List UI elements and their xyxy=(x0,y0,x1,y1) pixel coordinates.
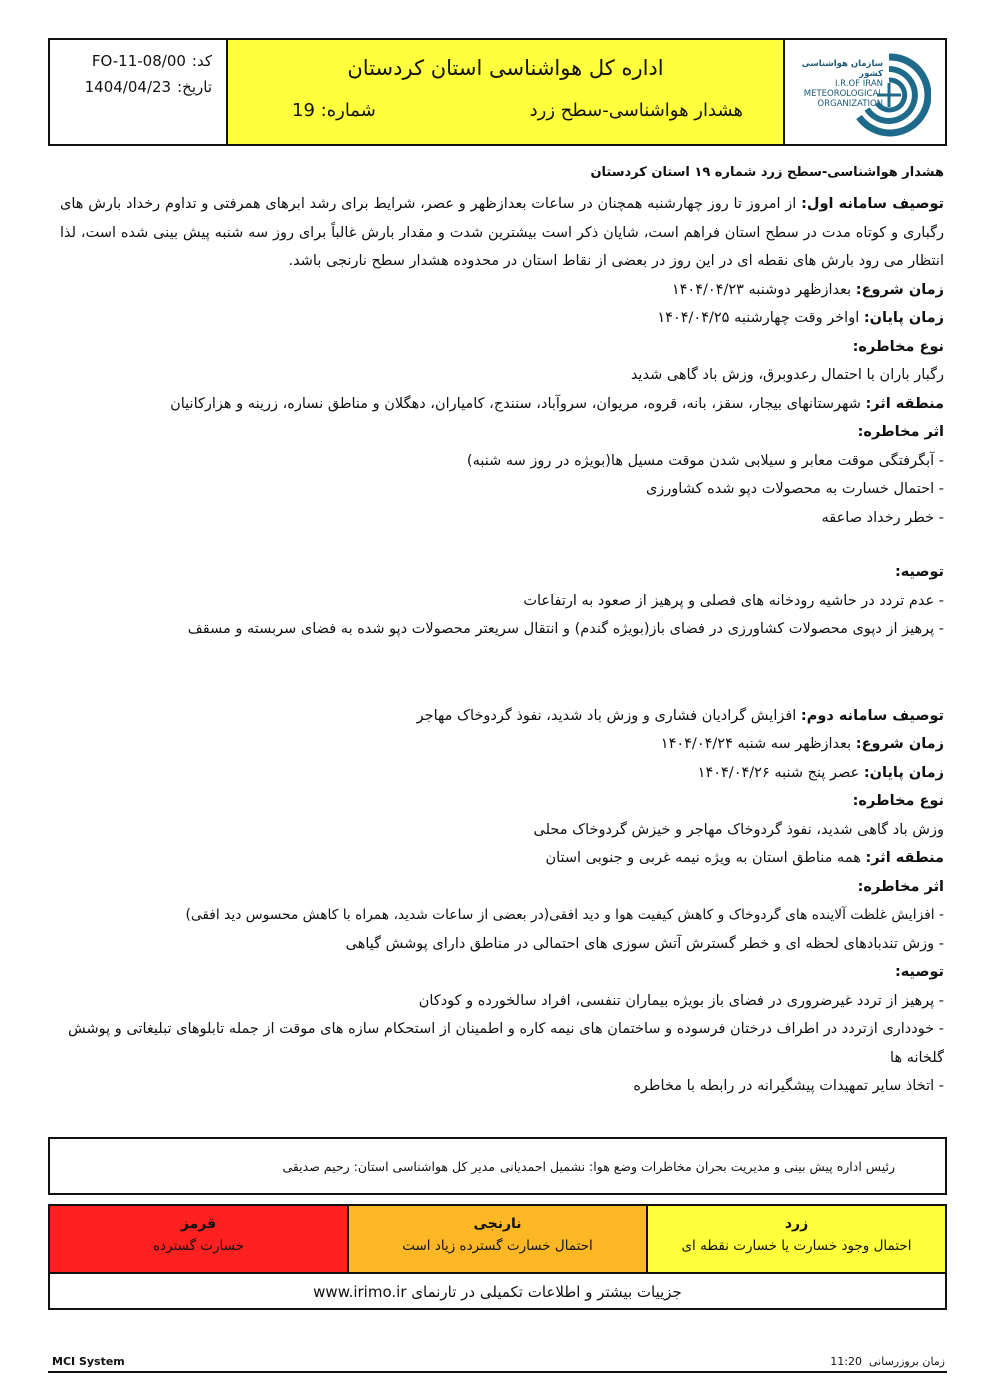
spiral-logo-icon xyxy=(847,53,931,137)
warning-level-title: هشدار هواشناسی-سطح زرد xyxy=(529,100,743,121)
logo-text-1: I.R.OF IRAN xyxy=(834,79,883,89)
system1-advice-item: - پرهیز از دپوی محصولات کشاورزی در فضای باز(بویژه گندم) و انتقال سریعتر محصولات دپو شده به فضای سربسته و مسقف xyxy=(187,621,944,637)
system2-advice-label: توصیه: xyxy=(894,964,944,980)
system1-advice-item: - عدم تردد در حاشیه رودخانه های فصلی و پرهیز از صعود به ارتفاعات xyxy=(523,592,944,609)
system1-area-label: منطقه اثر: xyxy=(865,395,944,412)
system2-area-label: منطقه اثر: xyxy=(865,850,944,866)
system1-desc-label: توصیف سامانه اول: xyxy=(801,196,944,212)
logo-cell xyxy=(785,40,945,144)
signatures-box xyxy=(48,1137,947,1195)
level-orange xyxy=(349,1206,648,1272)
update-time-value: 11:20 xyxy=(830,1355,862,1368)
code-date-cell xyxy=(50,40,228,144)
website-note[interactable]: جزییات بیشتر و اطلاعات تکمیلی در تارنمای www.irimo.ir xyxy=(313,1283,682,1301)
level-red xyxy=(50,1206,349,1272)
system1-desc-text: از امروز تا روز چهارشنبه همچنان در ساعات بعدازظهر و عصر، شرایط برای رشد ابرهای همرفتی و تداوم رخداد بارش های رگباری و کوتاه مدت در سطح استان فراهم است، شایان ذکر است بیشترین شدت و مقدار بارش غالباً برای روز سه شنبه پیش بینی شده است، لذا انتظار می رود بارش های نقطه ای در این روز در بعضی از نقاط استان در محدوده هشدار سطح نارنجی باشد. xyxy=(60,196,944,269)
code-label: کد: xyxy=(191,52,212,70)
system2-advice-item: - خودداری ازتردد در اطراف درختان فرسوده و ساختمان های نیمه کاره و اطمینان از استحکام سازه های موقت از جمله تابلوهای تبلیغاتی و پوشش گلخانه ها xyxy=(68,1021,944,1066)
system2-desc-text: افزایش گرادیان فشاری و وزش باد شدید، نفوذ گردوخاک مهاجر xyxy=(416,707,801,724)
system2-start xyxy=(60,730,944,759)
system2-start-value: بعدازظهر سه شنبه ۱۴۰۴/۰۴/۲۴ xyxy=(660,736,856,752)
system2-advice-item: - اتخاذ سایر تمهیدات پیشگیرانه در رابطه با مخاطره xyxy=(633,1078,944,1094)
system2-effects-label: اثر مخاطره: xyxy=(857,878,944,895)
warning-levels-legend xyxy=(48,1204,947,1310)
system1-effect-item: - خطر رخداد صاعقه xyxy=(821,509,944,526)
system1-effects-label: اثر مخاطره: xyxy=(857,424,944,440)
system1-start-label: زمان شروع: xyxy=(855,281,944,298)
system1-start-value: بعدازظهر دوشنبه ۱۴۰۴/۰۴/۲۳ xyxy=(671,281,856,298)
director-signature: مدیر کل هواشناسی استان: رحیم صدیقی xyxy=(282,1158,495,1174)
logo-text-3: ORGANIZATION xyxy=(817,99,883,109)
level-orange-desc: احتمال خسارت گسترده زیاد است xyxy=(402,1238,593,1254)
system2-start-label: زمان شروع: xyxy=(855,736,944,752)
system1-advice-label: توصیه: xyxy=(894,564,944,580)
level-yellow-desc: احتمال وجود خسارت یا خسارت نقطه ای xyxy=(681,1238,912,1254)
date-value: 1404/04/23 xyxy=(84,78,172,96)
system1-hazard-type-value: رگبار باران با احتمال رعدوبرق، وزش باد گاهی شدید xyxy=(630,367,944,383)
system2-end-label: زمان پایان: xyxy=(863,764,944,781)
irimo-logo xyxy=(795,47,935,137)
code-value: FO-11-08/00 xyxy=(91,52,186,70)
system2-hazard-type-value: وزش باد گاهی شدید، نفوذ گردوخاک مهاجر و خیزش گردوخاک محلی xyxy=(533,821,944,838)
level-yellow xyxy=(648,1206,945,1272)
system2-effect-item: - افزایش غلظت آلاینده های گردوخاک و کاهش کیفیت هوا و دید افقی(در بعضی از ساعات شدید، همراه با کاهش محسوس دید افقی) xyxy=(185,907,944,923)
system1-end xyxy=(60,304,944,333)
system2-hazard-type-label: نوع مخاطره: xyxy=(852,793,944,809)
system2-effect-item: - وزش تندبادهای لحظه ای و خطر گسترش آتش سوزی های احتمالی در مناطق دارای پوشش گیاهی xyxy=(345,935,944,952)
forecast-head-signature: رئیس اداره پیش بینی و مدیریت بحران مخاطرات وضع هوا: نشمیل احمدیانی xyxy=(499,1158,895,1174)
system1-start xyxy=(60,276,944,305)
system2-end xyxy=(60,759,944,788)
level-orange-name: نارنجی xyxy=(473,1216,522,1232)
system1-end-label: زمان پایان: xyxy=(863,310,944,326)
system1-end-value: اواخر وقت چهارشنبه ۱۴۰۴/۰۴/۲۵ xyxy=(657,310,864,326)
system1-effect-item: - احتمال خسارت به محصولات دپو شده کشاورزی xyxy=(645,481,944,497)
system2-end-value: عصر پنج شنبه ۱۴۰۴/۰۴/۲۶ xyxy=(697,764,864,781)
warning-number: شماره: 19 xyxy=(292,100,376,121)
system1-area xyxy=(60,390,944,419)
level-red-desc: خسارت گسترده xyxy=(152,1238,245,1254)
system2-advice-item: - پرهیز از تردد غیرضروری در فضای باز بویژه بیماران تنفسی، افراد سالخورده و کودکان xyxy=(418,992,944,1009)
page-footer xyxy=(48,1355,947,1373)
system1-effect-item: - آبگرفتگی موقت معابر و سیلابی شدن موقت مسیل ها(بویژه در روز سه شنبه) xyxy=(466,452,944,469)
office-title: اداره کل هواشناسی استان کردستان xyxy=(347,56,664,80)
warning-subtitle: هشدار هواشناسی-سطح زرد شماره ۱۹ استان کردستان xyxy=(590,165,944,180)
system2-area xyxy=(60,844,944,873)
document-header-box xyxy=(48,38,947,146)
system-name: MCI System xyxy=(52,1355,125,1368)
system1-description xyxy=(60,190,944,276)
level-red-name: قرمز xyxy=(180,1216,217,1232)
system1-hazard-type-label: نوع مخاطره: xyxy=(852,338,944,355)
date-label: تاریخ: xyxy=(177,78,212,96)
system2-description xyxy=(60,702,944,731)
warning-body xyxy=(60,160,944,1101)
level-yellow-name: زرد xyxy=(784,1216,809,1232)
system2-desc-label: توصیف سامانه دوم: xyxy=(800,707,944,724)
logo-text-2: METEOROLOGICAL xyxy=(803,89,883,99)
system2-area-value: همه مناطق استان به ویژه نیمه غربی و جنوبی استان xyxy=(545,850,866,866)
system1-area-value: شهرستانهای بیجار، سقز، بانه، قروه، مریوان، سروآباد، سنندج، کامیاران، دهگلان و مناطق نساره، زرینه و هزارکانیان xyxy=(170,395,866,412)
update-time-label: زمان بروزرسانی xyxy=(869,1355,945,1368)
title-cell xyxy=(228,40,785,144)
logo-text-fa: سازمان هواشناسی کشور xyxy=(801,59,883,79)
